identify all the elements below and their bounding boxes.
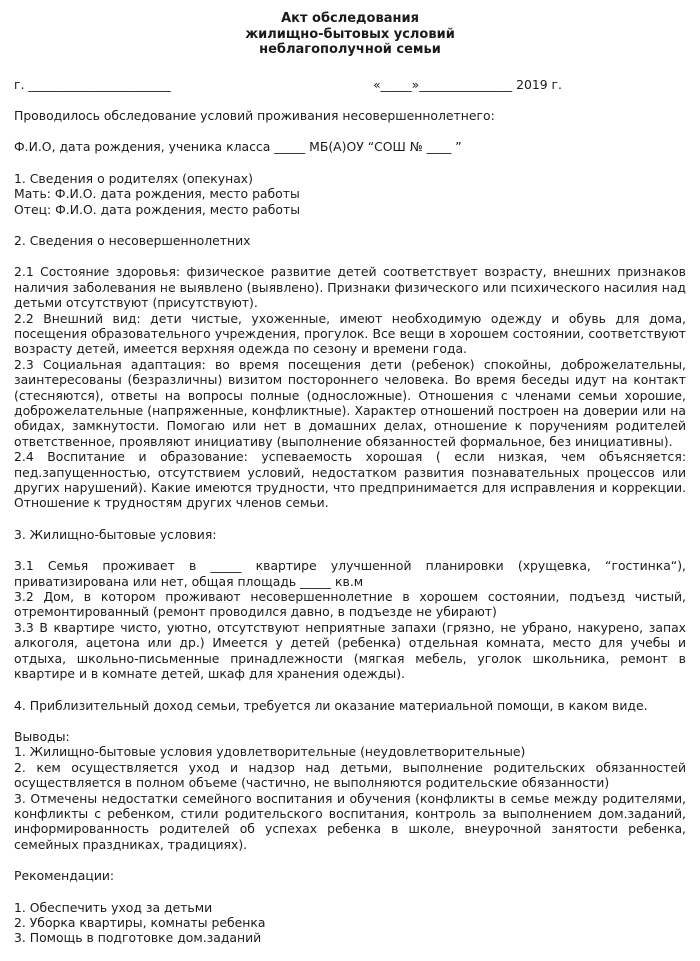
title-line-1: Акт обследования	[281, 11, 419, 26]
section2-paragraph-1: 2.1 Состояние здоровья: физическое развитие детей соответствует возрасту, внешних признаков наличия заболевания не выявлено (выявлено). Признаки физического или психического насилия над детьми отсутствуют (присутствуют).	[14, 264, 690, 311]
recommendation-item: 1. Обеспечить уход за детьми	[14, 899, 213, 915]
title-line-2: жилищно-бытовых условий	[245, 26, 455, 42]
date-field: «_____»_______________ 2019 г.	[373, 76, 562, 92]
conclusion-3: 3. Отмечены недостатки семейного воспитания и обучения (конфликты в семье между родителями, конфликты с ребенком, стили родительского воспитания, контроль за выполнением дом.заданий, информированность родителей об успехах ребенка в школе, внеурочной занятости ребенка, семейных праздниках, традициях).	[14, 790, 690, 852]
mother-line: Мать: Ф.И.О. дата рождения, место работы	[14, 186, 300, 202]
section4-text: 4. Приблизительный доход семьи, требуется ли оказание материальной помощи, в каком виде.	[14, 697, 648, 713]
intro-text: Проводилось обследование условий проживания несовершеннолетнего:	[14, 107, 495, 123]
recommendation-item: 3. Помощь в подготовке дом.заданий	[14, 930, 262, 946]
recommendations-heading: Рекомендации:	[14, 868, 115, 884]
date-line	[14, 77, 686, 92]
recommendation-item: 2. Уборка квартиры, комнаты ребенка	[14, 914, 266, 930]
conclusion-1: 1. Жилищно-бытовые условия удовлетворительные (неудовлетворительные)	[14, 744, 526, 760]
section3-heading: 3. Жилищно-бытовые условия:	[14, 526, 217, 542]
section2-paragraph-2: 2.2 Внешний вид: дети чистые, ухоженные, имеют необходимую одежду и обувь для дома, посещения образовательного учреждения, прогулок. Все вещи в хорошем состоянии, соответствуют возрасту детей, имеется верхняя одежда по сезону и времени года.	[14, 310, 690, 357]
father-line: Отец: Ф.И.О. дата рождения, место работы	[14, 201, 300, 217]
section2-paragraph-4: 2.4 Воспитание и образование: успеваемость хорошая ( если низкая, чем объясняется: пед.запущенностью, отсутствием условий, недостатком развития познавательных процессов или других нарушений). Какие имеются трудности, что предпринимается для исправления и коррекции. Отношение к трудностям других членов семьи.	[14, 449, 690, 511]
section1-heading: 1. Сведения о родителях (опекунах)	[14, 170, 253, 186]
section2-paragraph-3: 2.3 Социальная адаптация: во время посещения дети (ребенок) спокойны, доброжелательны, заинтересованы (безразличны) визитом постороннего человека. Во время беседы идут на контакт (стесняются), ответы на вопросы полные (односложные). Отношения с членами семьи хорошие, доброжелательные (напряженные, конфликтные). Характер отношений построен на доверии или на обидах, замкнутости. Помогаю или нет в домашних делах, отношение к поручениям родителей ответственное, проявляют инициативу (выполнение обязанностей формальное, без инициативны).	[14, 356, 690, 449]
section3-paragraph-2: 3.2 Дом, в котором проживают несовершеннолетние в хорошем состоянии, подъезд чистый, отремонтированный (ремонт проводился давно, в подъезде не убирают)	[14, 589, 690, 620]
section3-paragraph-3: 3.3 В квартире чисто, уютно, отсутствуют неприятные запахи (грязно, не убрано, накурено, запах алкоголя, ацетона или др.) Имеется у детей (ребенка) отдельная комната, место для учебы и отдыха, школьно-письменные принадлежности (мягкая мебель, уголок школьника, ремонт в квартире и в комнате детей, шкаф для хранения одежды).	[14, 619, 690, 682]
section3-paragraph-1: 3.1 Семья проживает в _____ квартире улучшенной планировки (хрущевка, “гостинка“), приватизирована или нет, общая площадь _____ кв.м	[14, 558, 690, 589]
city-field: г. _______________________	[14, 76, 171, 92]
fio-line: Ф.И.О, дата рождения, ученика класса _____ МБ(А)ОУ “СОШ № ____ ”	[14, 139, 462, 155]
title-line-3: неблагополучной семьи	[259, 42, 441, 57]
document-title	[14, 0, 686, 58]
conclusions-heading: Выводы:	[14, 728, 70, 744]
section2-heading: 2. Сведения о несовершеннолетних	[14, 232, 251, 248]
conclusion-2: 2. кем осуществляется уход и надзор над детьми, выполнение родительских обязанностей осуществляется в полном объеме (частично, не выполняются родительские обязанности)	[14, 759, 690, 791]
